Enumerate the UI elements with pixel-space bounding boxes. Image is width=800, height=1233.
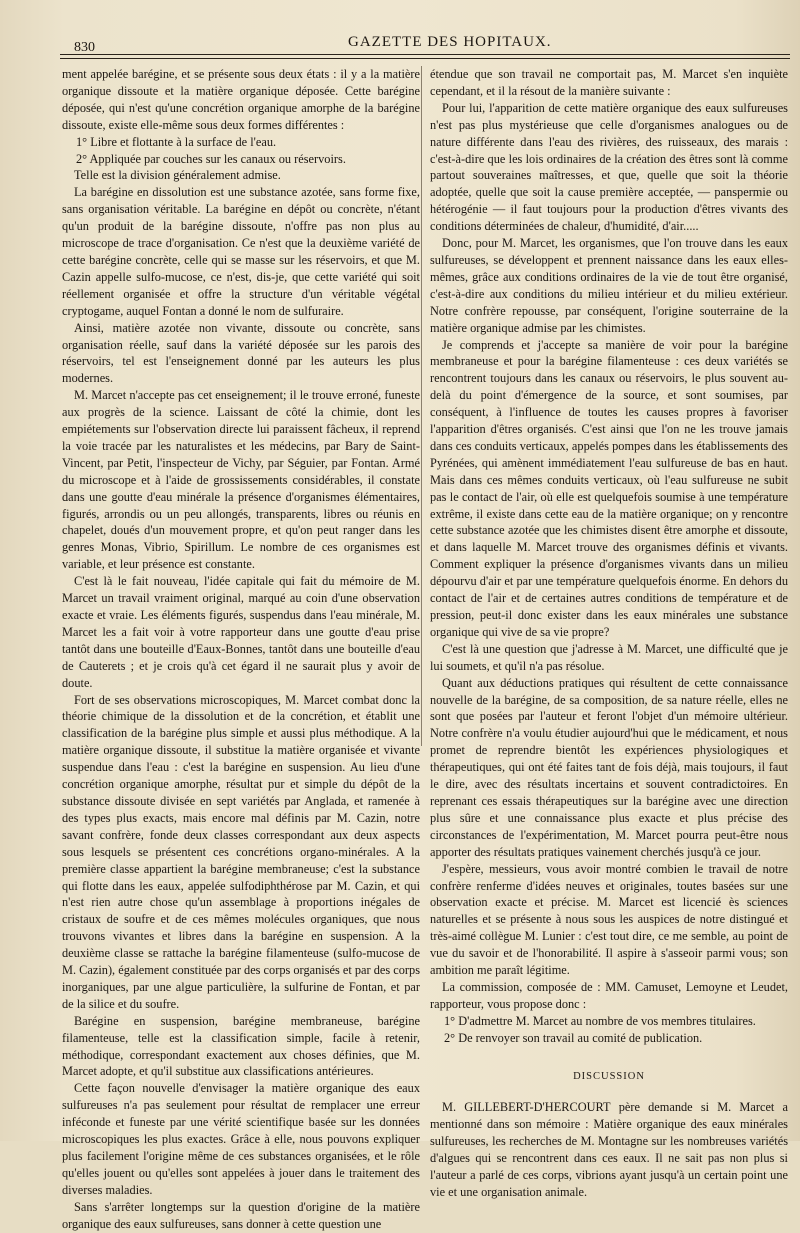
paragraph: ment appelée barégine, et se présente sous deux états : il y a la matière organique dissoute et la matière organique déposée. Cette barégine déposée, qui n'est qu'une concrétion organique amorphe de la barégine dissoute, existe elle-même sous deux formes différentes : — [62, 67, 420, 132]
list-item: 2° De renvoyer son travail au comité de publication. — [444, 1030, 703, 1045]
discussion-text: père demande si M. Marcet a mentionné dans son mémoire : Matière organique des eaux minérales sulfureuses, les recherches de M. Montagne sur les nombreuses variétés d'algues qui se rencontrent dans ces eaux. Il ne sait pas non plus si l'auteur a parlé de ces corps, vibrions ayant jusqu'à un certain point une vie et une organisation animale. — [430, 1100, 788, 1199]
paragraph: Ainsi, matière azotée non vivante, dissoute ou concrète, sans organisation réelle, sauf dans la variété déposée sur les parois des réservoirs, tel est l'enseignement donné par les auteurs les plus modernes. — [62, 320, 420, 386]
header-rule — [60, 54, 790, 55]
paragraph: Fort de ses observations microscopiques, M. Marcet combat donc la théorie chimique de la dissolution et de la concrétion, et établit une classification de la barégine plus simple et aussi plus méthodique. A la matière organique dissoute, il substitue la matière organisée et vivante suspendue dans l'eau : c'est la barégine en suspension. Au lieu d'une concrétion organique amorphe, résultat pur et simple du dépôt de la substance dissoute divisée en sept variétés par Anglada, et ramenée à des types plus exacts, mais encore mal définis par M. Cazin, notre savant confrère, fonde deux classes correspondant aux deux aspects sous lesquels se présentent ces concrétions organo-minérales. A la première classe appartient la barégine membraneuse; c'est la substance qui flotte dans les eaux, appelée sulfodiphthérose par M. Cazin, et qui n'est rien autre chose qu'un assemblage à proportions inégales de cristaux de soufre et de ces mêmes molécules organiques, que nous trouvons vivantes et libres dans la barégine en suspension. A la deuxième classe se rattache la barégine filamenteuse (sulfo-mucose de M. Cazin), également constituée par des corps organisés et par des corps inorganiques, par une algue particulière, la sulfurine de Fontan, et par de la silice et du soufre. — [62, 692, 420, 1011]
paragraph: C'est là le fait nouveau, l'idée capitale qui fait du mémoire de M. Marcet un travail vraiment original, marqué au coin d'une observation exacte et vraie. Les éléments figurés, suspendus dans l'eau minérale, M. Marcet les a fait voir à votre rapporteur dans une goutte d'eau prise tantôt dans une bouteille d'Eaux-Bonnes, tantôt dans une bouteille d'eau de Cauterets ; et je crois qu'à cet égard il ne saurait plus y avoir de doute. — [62, 574, 420, 690]
paragraph: Sans s'arrêter longtemps sur la question d'origine de la matière organique des eaux sulfureuses, sans donner à cette question une — [62, 1199, 420, 1231]
paragraph: Telle est la division généralement admise. — [74, 168, 281, 183]
discussion-paragraph — [430, 1099, 788, 1200]
page-number: 830 — [74, 40, 95, 55]
column-divider — [421, 66, 422, 746]
paragraph: M. Marcet n'accepte pas cet enseignement; il le trouve erroné, funeste aux progrès de la science. Laissant de côté la chimie, dont les empiétements sur l'observation directe lui paraissent fâcheux, il reprend la voie tracée par les naturalistes et les médecins, par Bary de Saint-Vincent, par Petit, l'inspecteur de Vichy, par Séguier, par Fontan. Armé du microscope et à l'aide de grossissements considérables, il constate dans une goutte d'eau minérale la présence d'organismes élémentaires, figurés, arrondis ou un peu allongés, transparents, libres ou réunis en chapelet, doués d'un mouvement propre, et qu'on peut ranger dans les genres Monas, Vibrio, Spirillum. Le nombre de ces organismes est variable, et leur présence est constante. — [62, 388, 420, 572]
list-item: 1° Libre et flottante à la surface de l'eau. — [76, 134, 277, 149]
page-header — [60, 28, 790, 62]
paragraph: Barégine en suspension, barégine membraneuse, barégine filamenteuse, telle est la classification simple, facile à retenir, méthodique, correspondant exactement aux choses définies, que M. Marcet adopte, et qu'il substitue aux classifications antérieures. — [62, 1013, 420, 1079]
list-item: 2° Appliquée par couches sur les canaux ou réservoirs. — [76, 151, 346, 166]
paragraph: C'est là une question que j'adresse à M. Marcet, une difficulté que je lui soumets, et qu'il n'a pas résolue. — [430, 641, 788, 673]
discussion-heading: DISCUSSION — [573, 1070, 645, 1082]
paragraph: Quant aux déductions pratiques qui résultent de cette connaissance nouvelle de la barégine, de sa composition, de sa nature réelle, elles ne sont que posées par l'auteur et feront l'objet d'un mémoire ultérieur. Notre confrère n'a voulu étudier aujourd'hui que le médicament, et nous promet de reprendre bientôt les expériences physiologiques et thérapeutiques, qui ont été faites tant de fois déjà, mais toujours, il faut le dire, avec des résultats incertains et souvent contradictoires. En reprenant ces essais thérapeutiques sur la barégine avec une direction plus sûre et une connaissance plus exacte et plus précise des circonstances de l'expérimentation, M. Marcet pourra peut-être nous apporter des résultats pratiques vainement cherchés jusqu'à ce jour. — [430, 675, 788, 859]
paragraph: La commission, composée de : MM. Camuset, Lemoyne et Leudet, rapporteur, vous propose donc : — [430, 979, 788, 1011]
paragraph: Donc, pour M. Marcet, les organismes, que l'on trouve dans les eaux sulfureuses, se développent et prennent naissance dans les eaux elles-mêmes, grâce aux conditions ordinaires de la vie de tout être organisé, c'est-à-dire aux conditions du milieu intérieur et du milieu extérieur. Notre confrère repousse, par conséquent, l'origine souterraine de la matière organique admise par les chimistes. — [430, 236, 788, 335]
paragraph: La barégine en dissolution est une substance azotée, sans forme fixe, sans organisation véritable. La barégine en dépôt ou concrète, n'étant qu'un produit de la barégine dissoute, n'offre pas non plus au microscope de trace d'organisation. Ce n'est que la deuxième variété de cette barégine concrète, celle qui se masse sur les réservoirs, et que M. Cazin appelle sulfo-mucose, ce n'est, dis-je, que cette variété qui soit réellement organisée et offre la structure d'un véritable végétal cryptogame, auquel Fontan a donné le nom de sulfuraire. — [62, 185, 420, 318]
speaker-name: M. GILLEBERT-D'HERCOURT — [442, 1100, 611, 1115]
list-item: 1° D'admettre M. Marcet au nombre de vos membres titulaires. — [444, 1013, 756, 1028]
header-rule-thin — [60, 58, 790, 59]
right-column — [430, 66, 788, 1199]
paragraph: Je comprends et j'accepte sa manière de voir pour la barégine membraneuse et pour la barégine filamenteuse : ces deux variétés se rencontrent toujours dans les canaux ou réservoirs, le plus souvent au-delà du point d'émergence de la source, et sont soumises, par conséquent, à l'influence de toutes les causes propres à favoriser l'apparition d'êtres organisés. C'est ainsi que l'on ne les trouve jamais dans ces conduits verticaux, appelés pompes dans les établissements des Pyrénées, qui amènent immédiatement l'eau sulfureuse de bas en haut. Mais dans ces mêmes conduits verticaux, où l'eau sulfureuse ne subit pas le contact de l'air, où elle est quelquefois soumise à une température extrême, il existe dans cette eau de la matière organique; on y rencontre cette substance azotée que les chimistes disent être amorphe et dissoute, et dans laquelle M. Marcet trouve des organismes définis et vivants. Comment expliquer la présence d'organismes vivants dans un milieu dépourvu d'air et par une température quelquefois énorme. En dehors du contact de l'air et de certaines autres conditions de température et de pression, peut-il donc exister dans les eaux minérales une substance organique qui vive de sa vie propre? — [430, 337, 788, 639]
paragraph: Cette façon nouvelle d'envisager la matière organique des eaux sulfureuses n'a pas seulement pour résultat de remplacer une erreur inféconde et funeste par une vérité scientifique basée sur les données microscopiques les plus exactes. Grâce à elle, nous pouvons expliquer plus facilement l'origine même de ces substances organisées, et le rôle qu'elles jouent ou qu'elles sont appelées à jouer dans le traitement des diverses maladies. — [62, 1081, 420, 1197]
left-column — [62, 66, 420, 1231]
paragraph: J'espère, messieurs, vous avoir montré combien le travail de notre confrère renferme d'idées neuves et originales, toutes basées sur une observation exacte et précise. M. Marcet est licencié ès sciences naturelles et se présente à nous sous les auspices de notre distingué et très-aimé collègue M. Lunier : c'est tout dire, ce me semble, au point de vue du savoir et de l'honorabilité. Il aspire à s'asseoir parmi vous; son ambition me paraît légitime. — [430, 861, 788, 978]
paragraph: étendue que son travail ne comportait pas, M. Marcet s'en inquiète cependant, et il la résout de la manière suivante : — [430, 67, 788, 98]
paragraph: Pour lui, l'apparition de cette matière organique des eaux sulfureuses n'est pas plus mystérieuse que celle d'organismes analogues ou de nature différente dans l'eau des rivières, des ruisseaux, des marais : c'est-à-dire que les lois ordinaires de la création des êtres sont là comme partout souveraines maîtresses, et que, quelle que soit la théorie adoptée, quelle que soit la cause première acceptée, — panspermie ou hétérogénie — il faut toujours pour la production d'êtres vivants des conditions déterminées de chaleur, d'humidité, d'air..... — [430, 100, 788, 234]
running-title: GAZETTE DES HOPITAUX. — [348, 34, 552, 50]
